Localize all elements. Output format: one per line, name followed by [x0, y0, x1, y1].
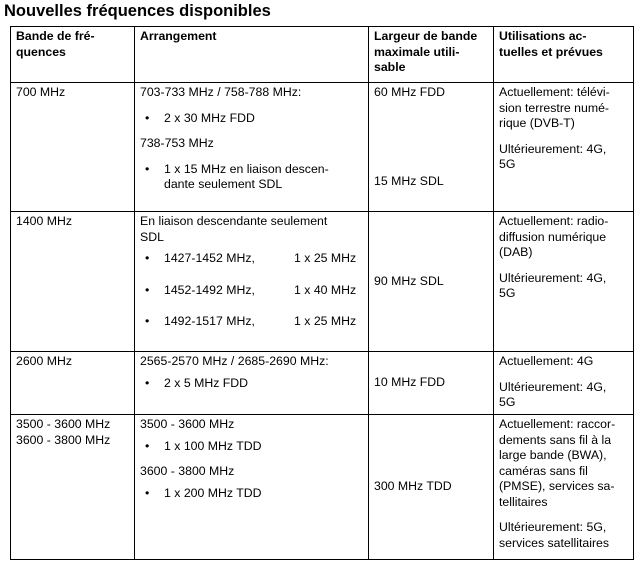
table-row [11, 83, 634, 212]
frequency-table [10, 26, 634, 560]
bullet-item: • 1 x 15 MHz en liaison descen- dante seulement SDL [140, 162, 364, 193]
table-row [11, 415, 634, 560]
table-row [11, 352, 634, 415]
usage-cell: Actuellement: radio- diffusion numérique (DAB) Ultérieurement: 4G, 5G [494, 212, 634, 352]
usage-cell: Actuellement: télévi- sion terrestre numé- rique (DVB-T) Ultérieurement: 4G, 5G [494, 83, 634, 212]
document-title: Nouvelles fréquences disponibles [4, 2, 271, 20]
bandwidth-cell: 90 MHz SDL [369, 212, 494, 352]
bullet-item: • 1492-1517 MHz, 1 x 25 MHz [140, 314, 364, 330]
bullet-item: • 1427-1452 MHz, 1 x 25 MHz [140, 251, 364, 267]
bandwidth-cell: 300 MHz TDD [369, 415, 494, 560]
band-cell: 3500 - 3600 MHz 3600 - 3800 MHz [11, 415, 135, 560]
band-cell: 1400 MHz [11, 212, 135, 352]
band-cell: 2600 MHz [11, 352, 135, 415]
header-arrangement: Arrangement [135, 27, 369, 83]
arrangement-cell: 3500 - 3600 MHz • 1 x 100 MHz TDD 3600 - 3800 MHz • 1 x 200 MHz TDD [135, 415, 369, 560]
usage-cell: Actuellement: 4G Ultérieurement: 4G, 5G [494, 352, 634, 415]
bandwidth-cell: 60 MHz FDD 15 MHz SDL [369, 83, 494, 212]
arrangement-cell: 2565-2570 MHz / 2685-2690 MHz: • 2 x 5 MHz FDD [135, 352, 369, 415]
header-usages: Utilisations ac- tuelles et prévues [494, 27, 634, 83]
arrangement-cell: En liaison descendante seulement SDL • 1427-1452 MHz, 1 x 25 MHz • 1452-1492 MHz, 1 x 40 MHz • 1492-1517 MHz, 1 x 25 MHz [135, 212, 369, 352]
table-row [11, 212, 634, 352]
bullet-item: • 2 x 5 MHz FDD [140, 376, 364, 392]
table-header-row [11, 27, 634, 83]
bullet-item: • 1 x 100 MHz TDD [140, 439, 364, 455]
bullet-item: • 2 x 30 MHz FDD [140, 111, 364, 127]
header-bandwidth: Largeur de bande maximale utili- sable [369, 27, 494, 83]
bullet-item: • 1 x 200 MHz TDD [140, 486, 364, 502]
arrangement-cell: 703-733 MHz / 758-788 MHz: • 2 x 30 MHz FDD 738-753 MHz • 1 x 15 MHz en liaison descen- dante seulement SDL [135, 83, 369, 212]
bandwidth-cell: 10 MHz FDD [369, 352, 494, 415]
header-band: Bande de fré- quences [11, 27, 135, 83]
usage-cell: Actuellement: raccor- dements sans fil à la large bande (BWA), caméras sans fil (PMSE), services sa- tellitaires Ultérieurement: 5G, services satellitaires [494, 415, 634, 560]
band-cell: 700 MHz [11, 83, 135, 212]
bullet-item: • 1452-1492 MHz, 1 x 40 MHz [140, 283, 364, 299]
